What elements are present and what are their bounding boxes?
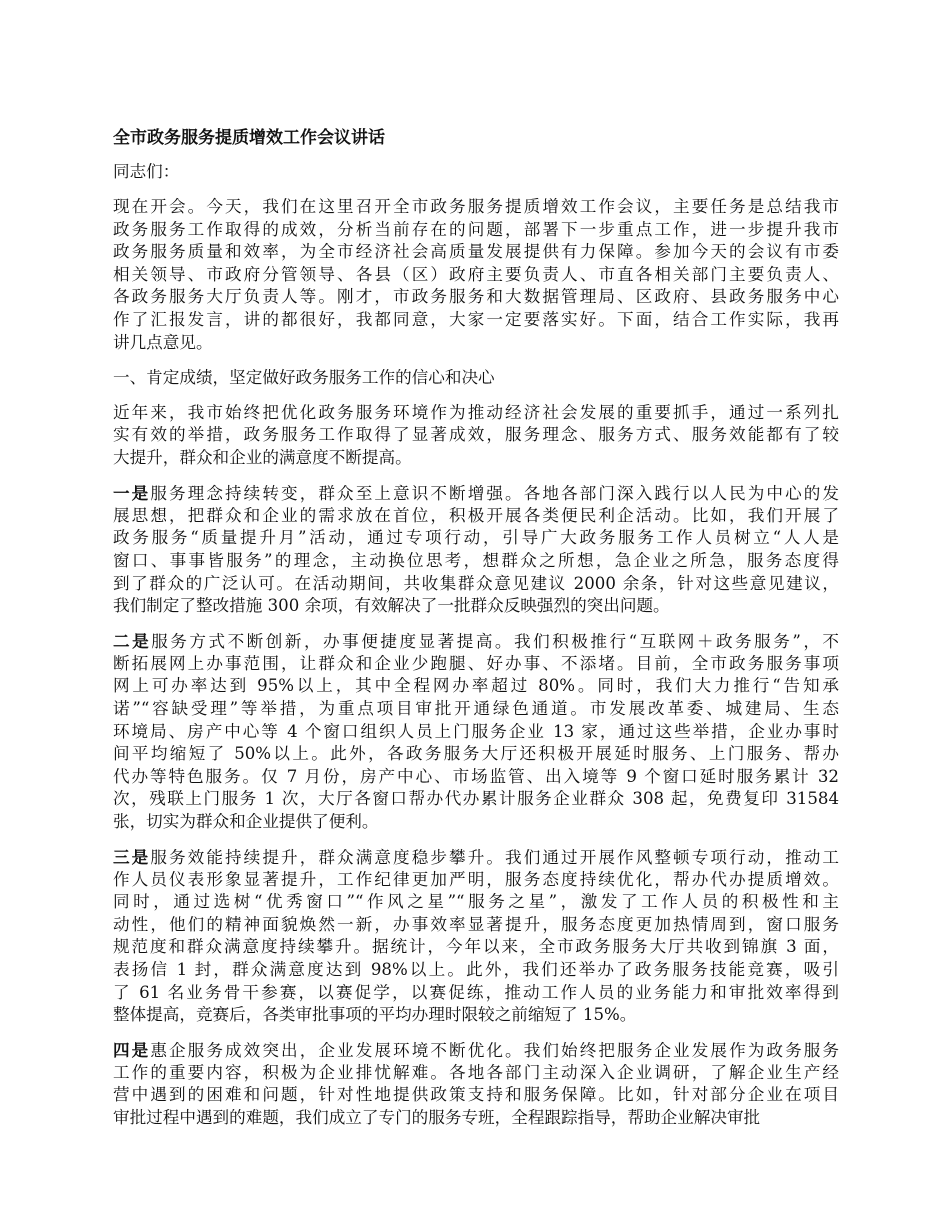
paragraph (113, 482, 839, 618)
document-page (113, 127, 839, 1142)
line-text: 惠企服务成效突出，企业发展环境不断优化。我们始终把服务企业发展作为政务服务 (150, 1041, 840, 1061)
text-line (113, 811, 839, 834)
line-text: 政务服务工作取得的成效，分析当前存在的问题，部署下一步重点工作，进一步提升我市 (113, 219, 839, 239)
document-body (113, 161, 839, 1130)
document-title: 全市政务服务提质增效工作会议讲话 (113, 128, 385, 148)
line-text: 政务服务“质量提升月”活动，通过专项行动，引导广大政务服务工作人员树立“人人是 (113, 528, 839, 548)
text-line (113, 264, 839, 287)
text-line (113, 550, 839, 573)
line-text: 各政务服务大厅负责人等。刚才，市政务服务和大数据管理局、区政府、县政务服务中心 (113, 287, 839, 307)
line-text: 服务方式不断创新，办事便捷度显著提高。我们积极推行“互联网＋政务服务”，不 (151, 632, 840, 652)
text-line (113, 891, 839, 914)
text-line (113, 367, 839, 390)
line-text: 工作的重要内容，积极为企业排忧解难。各地各部门主动深入企业调研，了解企业生产经 (113, 1062, 839, 1082)
text-line (113, 1084, 839, 1107)
text-line (113, 846, 839, 869)
text-line (113, 766, 839, 789)
line-text: 我们制定了整改措施 300 余项，有效解决了一批群众反映强烈的突出问题。 (113, 596, 670, 616)
line-text: 了 61 名业务骨干参赛，以赛促学，以赛促练，推动工作人员的业务能力和审批效率得到 (113, 982, 839, 1002)
line-text: 同时，通过选树“优秀窗口”“作风之星”“服务之星”，激发了工作人员的积极性和主 (113, 892, 839, 912)
line-text: 网上可办率达到 95%以上，其中全程网办率超过 80%。同时，我们大力推行“告知承 (113, 676, 839, 696)
line-text: 作了汇报发言，讲的都很好，我都同意，大家一定要落实好。下面，结合工作实际，我再 (113, 310, 839, 330)
line-text: 实有效的举措，政务服务工作取得了显著成效，服务理念、服务方式、服务效能都有了较 (113, 425, 839, 445)
text-line (113, 447, 839, 470)
text-line (113, 1004, 839, 1027)
paragraph-lead: 二是 (113, 631, 152, 652)
text-line (113, 286, 839, 309)
paragraph-lead: 四是 (113, 1040, 151, 1061)
line-text: 近年来，我市始终把优化政务服务环境作为推动经济社会发展的重要抓手，通过一系列扎 (113, 402, 839, 422)
text-line (113, 573, 839, 596)
line-text: 同志们： (113, 162, 180, 181)
paragraph-lead: 一是 (113, 483, 151, 504)
line-text: 代办等特色服务。仅 7 月份，房产中心、市场监管、出入境等 9 个窗口延时服务累计 32 (113, 766, 839, 786)
text-line (113, 505, 839, 528)
line-text: 讲几点意见。 (113, 332, 213, 352)
line-text: 展思想，把群众和企业的需求放在首位，积极开展各类便民利企活动。比如，我们开展了 (113, 505, 839, 525)
text-line (113, 424, 839, 447)
text-line (113, 332, 839, 355)
line-text: 政务服务质量和效率，为全市经济社会高质量发展提供有力保障。参加今天的会议有市委 (113, 242, 839, 262)
text-line (113, 402, 839, 425)
text-line (113, 788, 839, 811)
text-line (113, 721, 839, 744)
text-line (113, 161, 839, 184)
text-line (113, 630, 839, 653)
line-text: 动性，他们的精神面貌焕然一新，办事效率显著提升，服务态度更加热情周到，窗口服务 (113, 914, 839, 934)
text-line (113, 869, 839, 892)
text-line (113, 241, 839, 264)
text-line (113, 1039, 839, 1062)
line-text: 到了群众的广泛认可。在活动期间，共收集群众意见建议 2000 余条，针对这些意见建议， (113, 573, 839, 593)
line-text: 营中遇到的困难和问题，针对性地提供政策支持和服务保障。比如，针对部分企业在项目 (113, 1085, 839, 1105)
line-text: 表扬信 1 封，群众满意度达到 98%以上。此外，我们还举办了政务服务技能竞赛，吸引 (113, 960, 839, 979)
text-line (113, 936, 839, 959)
paragraph (113, 161, 839, 184)
line-text: 服务理念持续转变，群众至上意识不断增强。各地各部门深入践行以人民为中心的发 (150, 484, 840, 504)
text-line (113, 196, 839, 219)
line-text: 作人员仪表形象显著提升，工作纪律更加严明，服务态度持续优化，帮办代办提质增效。 (113, 869, 839, 889)
text-line (113, 1062, 839, 1085)
text-line (113, 219, 839, 242)
line-text: 环境局、房产中心等 4 个窗口组织人员上门服务企业 13 家，通过这些举措，企业办事时 (113, 721, 839, 741)
paragraph (113, 1039, 839, 1129)
line-text: 次，残联上门服务 1 次，大厅各窗口帮办代办累计服务企业群众 308 起，免费复印 31584 (113, 789, 839, 809)
text-line (113, 959, 839, 982)
text-line (113, 482, 839, 505)
paragraph (113, 367, 839, 390)
text-line (113, 698, 839, 721)
line-text: 相关领导、市政府分管领导、各县（区）政府主要负责人、市直各相关部门主要负责人、 (113, 264, 839, 284)
text-line (113, 653, 839, 676)
text-line (113, 309, 839, 332)
line-text: 张，切实为群众和企业提供了便利。 (113, 811, 379, 831)
text-line (113, 1107, 839, 1130)
line-text: 窗口、事事皆服务”的理念，主动换位思考，想群众之所想，急企业之所急，服务态度得 (113, 550, 839, 570)
line-text: 整体提高，竞赛后，各类审批事项的平均办理时限较之前缩短了 15%。 (113, 1005, 637, 1025)
text-line (113, 675, 839, 698)
text-line (113, 595, 839, 618)
paragraph (113, 196, 839, 354)
paragraph (113, 846, 839, 1027)
line-text: 服务效能持续提升，群众满意度稳步攀升。我们通过开展作风整顿专项行动，推动工 (150, 848, 840, 868)
text-line (113, 982, 839, 1005)
line-text: 一、肯定成绩，坚定做好政务服务工作的信心和决心 (113, 367, 495, 387)
text-line (113, 743, 839, 766)
paragraph-lead: 三是 (113, 847, 151, 868)
line-text: 规范度和群众满意度持续攀升。据统计，今年以来，全市政务服务大厅共收到锦旗 3 面， (113, 937, 839, 957)
line-text: 现在开会。今天，我们在这里召开全市政务服务提质增效工作会议，主要任务是总结我市 (113, 197, 839, 217)
line-text: 大提升，群众和企业的满意度不断提高。 (113, 448, 412, 468)
line-text: 间平均缩短了 50%以上。此外，各政务服务大厅还积极开展延时服务、上门服务、帮办 (113, 744, 839, 764)
paragraph (113, 402, 839, 470)
paragraph (113, 630, 839, 833)
line-text: 诺”“容缺受理”等举措，为重点项目审批开通绿色通道。市发展改革委、城建局、生态 (113, 698, 839, 718)
line-text: 断拓展网上办事范围，让群众和企业少跑腿、好办事、不添堵。目前，全市政务服务事项 (113, 653, 839, 673)
text-line (113, 527, 839, 550)
text-line (113, 914, 839, 937)
line-text: 审批过程中遇到的难题，我们成立了专门的服务专班，全程跟踪指导，帮助企业解决审批 (113, 1108, 761, 1128)
